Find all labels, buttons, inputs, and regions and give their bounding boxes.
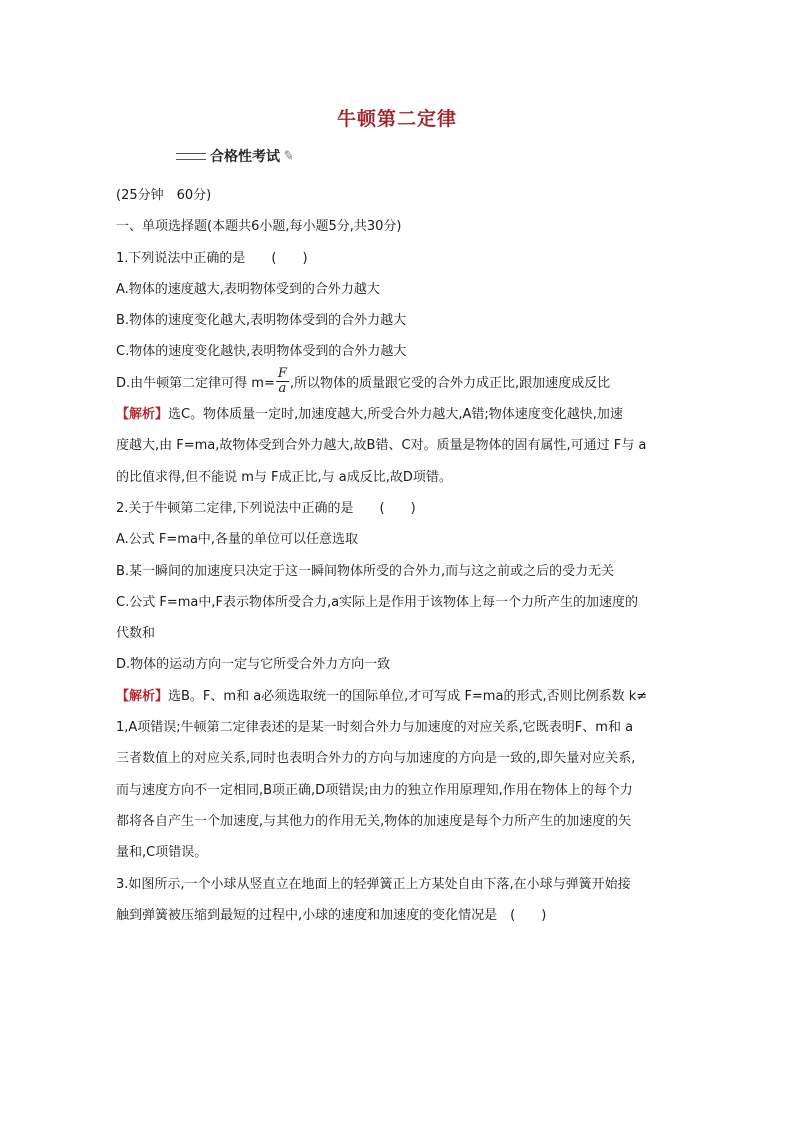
page-title: 牛顿第二定律 bbox=[336, 108, 457, 130]
question-2-analysis-line: 三者数值上的对应关系,同时也表明合外力的方向与加速度的方向是一致的,即矢量对应关系, bbox=[116, 751, 636, 767]
fraction-numerator: F bbox=[277, 365, 287, 381]
exam-content bbox=[116, 180, 682, 931]
question-2-option-c-cont: 代数和 bbox=[116, 626, 156, 642]
question-1-option-a: A.物体的速度越大,表明物体受到的合外力越大 bbox=[116, 281, 380, 297]
analysis-text: 选C。物体质量一定时,加速度越大,所受合外力越大,A错;物体速度变化越快,加速 bbox=[168, 407, 623, 423]
question-1-analysis-line bbox=[116, 399, 682, 430]
question-3-stem: 3.如图所示,一个小球从竖直立在地面上的轻弹簧正上方某处自由下落,在小球与弹簧开始接 bbox=[116, 876, 631, 892]
section-label: 合格性考试 bbox=[210, 149, 280, 165]
part-heading: 一、单项选择题(本题共6小题,每小题5分,共30分) bbox=[116, 219, 402, 235]
analysis-tag: 【解析】 bbox=[116, 407, 169, 423]
banner-divider bbox=[176, 153, 206, 160]
question-1-option-b: B.物体的速度变化越大,表明物体受到的合外力越大 bbox=[116, 313, 407, 329]
question-1-option-d bbox=[116, 365, 682, 399]
question-3-stem-cont: 触到弹簧被压缩到最短的过程中,小球的速度和加速度的变化情况是 ( ) bbox=[116, 907, 547, 923]
question-2-option-a: A.公式 F=ma中,各量的单位可以任意选取 bbox=[116, 532, 359, 548]
fraction-denominator: a bbox=[278, 380, 287, 396]
question-1-stem: 1.下列说法中正确的是 ( ) bbox=[116, 250, 308, 266]
question-2-analysis-line bbox=[116, 681, 682, 712]
time-score: (25分钟 60分) bbox=[116, 188, 212, 203]
question-1-analysis-line: 的比值求得,但不能说 m与 F成正比,与 a成反比,故D项错。 bbox=[116, 469, 452, 485]
section-banner bbox=[176, 146, 294, 166]
pencil-icon: ✎ bbox=[281, 147, 296, 165]
question-2-option-c: C.公式 F=ma中,F表示物体所受合力,a实际上是作用于该物体上每一个力所产生的加速度的 bbox=[116, 594, 639, 610]
question-1-analysis-line: 度越大,由 F=ma,故物体受到合外力越大,故B错、C对。质量是物体的固有属性,可通过 F与 a bbox=[116, 438, 647, 454]
question-2-option-b: B.某一瞬间的加速度只决定于这一瞬间物体所受的合外力,而与这之前或之后的受力无关 bbox=[116, 563, 615, 579]
analysis-tag: 【解析】 bbox=[116, 688, 169, 704]
question-2-stem: 2.关于牛顿第二定律,下列说法中正确的是 ( ) bbox=[116, 500, 416, 516]
question-2-analysis-line: 1,A项错误;牛顿第二定律表述的是某一时刻合外力与加速度的对应关系,它既表明F、m和 a bbox=[116, 720, 634, 736]
option-d-prefix: D.由牛顿第二定律可得 m= bbox=[116, 375, 275, 391]
analysis-text: 选B。F、m和 a必须选取统一的国际单位,才可写成 F=ma的形式,否则比例系数 k≠ bbox=[168, 688, 648, 704]
fraction-f-over-a bbox=[276, 367, 289, 396]
question-2-option-d: D.物体的运动方向一定与它所受合外力方向一致 bbox=[116, 657, 391, 673]
question-2-analysis-line: 而与速度方向不一定相同,B项正确,D项错误;由力的独立作用原理知,作用在物体上的每个力 bbox=[116, 782, 633, 798]
question-1-option-c: C.物体的速度变化越快,表明物体受到的合外力越大 bbox=[116, 344, 407, 360]
option-d-suffix: ,所以物体的质量跟它受的合外力成正比,跟加速度成反比 bbox=[289, 375, 611, 391]
question-2-analysis-line: 量和,C项错误。 bbox=[116, 845, 208, 861]
question-2-analysis-line: 都将各自产生一个加速度,与其他力的作用无关,物体的加速度是每个力所产生的加速度的矢 bbox=[116, 813, 632, 829]
